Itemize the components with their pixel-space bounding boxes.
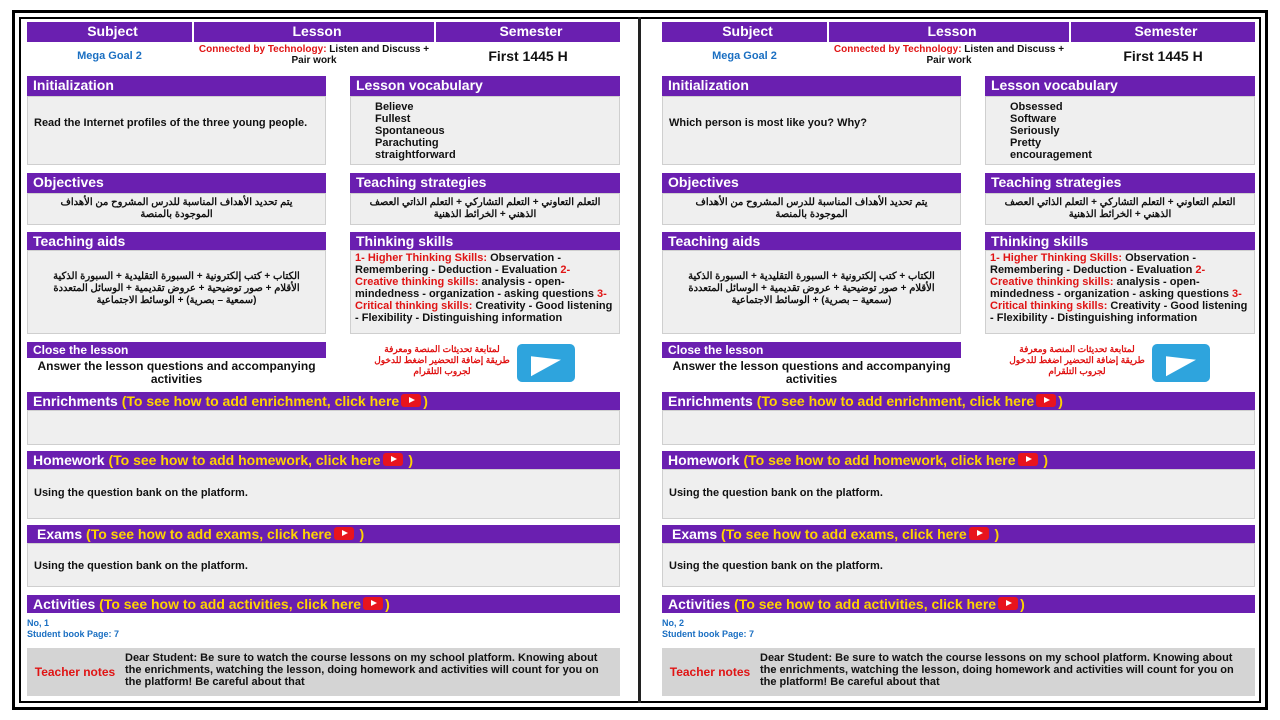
homework-header <box>662 451 1255 469</box>
panel-divider <box>638 17 641 703</box>
thinking-header: Thinking skills <box>985 232 1255 250</box>
initialization-box <box>27 96 326 165</box>
initialization-text: Which person is most like you? Why? <box>669 117 868 129</box>
strategies-box <box>350 193 620 225</box>
lesson-plan-panel-1 <box>27 22 620 700</box>
semester-value: First 1445 H <box>488 48 568 64</box>
higher-skills-label: 1- Higher Thinking Skills: <box>355 252 488 264</box>
enrichments-header <box>27 392 620 410</box>
exams-text: Using the question bank on the platform. <box>34 560 248 572</box>
creative-skills-text: analysis - open-mindedness - organization - asking questions <box>355 276 594 300</box>
teacher-notes-label: Teacher notes <box>34 665 116 679</box>
activity-number: No, 1 <box>27 618 50 628</box>
vocabulary-header: Lesson vocabulary <box>350 76 620 96</box>
youtube-icon[interactable] <box>998 597 1018 610</box>
telegram-icon[interactable] <box>1152 344 1210 382</box>
higher-skills-label: 1- Higher Thinking Skills: <box>990 252 1123 264</box>
subject-value: Mega Goal 2 <box>712 50 777 62</box>
creative-skills-text: analysis - open-mindedness - organization - asking questions <box>990 276 1229 300</box>
activity-number: No, 2 <box>662 618 685 628</box>
subject-value: Mega Goal 2 <box>77 50 142 62</box>
aids-text: الكتاب + كتب إلكترونية + السبورة التقليدية + السبورة الذكية الأقلام + صور توضيحية + عروض تقديمية + الوسائل المتعددة (سمعية – بصرية) + الوسائط الاجتماعية <box>53 271 300 306</box>
enrichments-box <box>662 410 1255 445</box>
lesson-value <box>829 44 1069 68</box>
youtube-icon[interactable] <box>1036 394 1056 407</box>
vocabulary-word: Obsessed <box>1010 101 1063 113</box>
vocabulary-word: Spontaneous <box>375 125 445 137</box>
semester-header: Semester <box>436 22 620 42</box>
vocabulary-word: Seriously <box>1010 125 1060 137</box>
activities-header <box>27 595 620 613</box>
enrichments-link-text[interactable]: (To see how to add enrichment, click here <box>756 393 1035 409</box>
vocabulary-word: encouragement <box>1010 149 1092 161</box>
critical-skills-text: Creativity - Good listening - Flexibility - Distinguishing information <box>355 300 613 324</box>
close-text: Answer the lesson questions and accompanying activities <box>672 359 951 386</box>
vocabulary-box <box>350 96 620 165</box>
exams-text: Using the question bank on the platform. <box>669 560 883 572</box>
activity-page: Student book Page: 7 <box>662 629 755 639</box>
exams-header <box>27 525 620 543</box>
homework-box <box>27 469 620 519</box>
initialization-header: Initialization <box>27 76 326 96</box>
objectives-box <box>662 193 961 225</box>
vocabulary-word: straightforward <box>375 149 456 161</box>
paren: ) <box>385 596 390 612</box>
activity-page: Student book Page: 7 <box>27 629 120 639</box>
semester-header: Semester <box>1071 22 1255 42</box>
close-header: Close the lesson <box>27 342 326 358</box>
objectives-header: Objectives <box>662 173 961 193</box>
exams-link[interactable] <box>721 526 999 542</box>
paren: ) <box>408 452 414 468</box>
activities-link-text[interactable]: (To see how to add activities, click here <box>99 596 362 612</box>
activities-label: Activities <box>668 596 731 612</box>
homework-link-text[interactable]: (To see how to add homework, click here <box>108 452 381 468</box>
youtube-icon[interactable] <box>401 394 421 407</box>
aids-header: Teaching aids <box>662 232 961 250</box>
critical-skills-label: 3- Critical thinking skills: <box>990 288 1242 312</box>
telegram-text[interactable]: لمتابعة تحديثات المنصة ومعرفة طريقة إضافة التحضير اضغط للدخول لجروب التلقرام <box>374 344 510 376</box>
telegram-text[interactable]: لمتابعة تحديثات المنصة ومعرفة طريقة إضافة التحضير اضغط للدخول لجروب التلقرام <box>1009 344 1145 376</box>
enrichments-box <box>27 410 620 445</box>
enrichments-link[interactable] <box>122 393 428 409</box>
strategies-header: Teaching strategies <box>350 173 620 193</box>
exams-link-text[interactable]: (To see how to add exams, click here <box>86 526 332 542</box>
paren: ) <box>1043 452 1049 468</box>
teacher-notes-text: Dear Student: Be sure to watch the course lessons on my school platform. Knowing about the enrichments, watching the lesson, doing homework and activities will count for you on the platform! Be careful about that <box>760 652 1234 688</box>
vocabulary-word: Fullest <box>375 113 411 125</box>
enrichments-header <box>662 392 1255 410</box>
lesson-title: Connected by Technology: <box>198 44 327 55</box>
objectives-header: Objectives <box>27 173 326 193</box>
thinking-box <box>350 250 620 334</box>
activities-link-text[interactable]: (To see how to add activities, click here <box>734 596 997 612</box>
lesson-rest: Listen and Discuss + Pair work <box>291 44 430 66</box>
thinking-header: Thinking skills <box>350 232 620 250</box>
enrichments-label: Enrichments <box>33 393 118 409</box>
lesson-header: Lesson <box>194 22 434 42</box>
vocabulary-header: Lesson vocabulary <box>985 76 1255 96</box>
youtube-icon[interactable] <box>334 527 354 540</box>
homework-text: Using the question bank on the platform. <box>34 487 248 499</box>
thinking-box <box>985 250 1255 334</box>
aids-header: Teaching aids <box>27 232 326 250</box>
homework-label: Homework <box>668 452 740 468</box>
lesson-plan-panel-2 <box>662 22 1255 700</box>
lesson-title: Connected by Technology: <box>833 44 962 55</box>
activities-info <box>662 618 962 642</box>
close-header: Close the lesson <box>662 342 961 358</box>
homework-link[interactable] <box>743 452 1048 468</box>
aids-box <box>27 250 326 334</box>
critical-skills-label: 3- Critical thinking skills: <box>355 288 607 312</box>
exams-link[interactable] <box>86 526 364 542</box>
exams-box <box>27 543 620 587</box>
paren: ) <box>1058 393 1063 409</box>
telegram-icon[interactable] <box>517 344 575 382</box>
creative-skills-label: 2- Creative thinking skills: <box>355 264 571 288</box>
lesson-header: Lesson <box>829 22 1069 42</box>
initialization-box <box>662 96 961 165</box>
objectives-box <box>27 193 326 225</box>
teacher-notes-text: Dear Student: Be sure to watch the course lessons on my school platform. Knowing about the enrichments, watching the lesson, doing homework and activities will count for you on the platform! Be careful about that <box>125 652 599 688</box>
homework-box <box>662 469 1255 519</box>
strategies-text: التعلم التعاوني + التعلم التشاركي + التعلم الذاتي العصف الذهني + الخرائط الذهنية <box>369 197 601 220</box>
teacher-notes-label: Teacher notes <box>669 665 751 679</box>
exams-label: Exams <box>672 526 718 542</box>
aids-box <box>662 250 961 334</box>
subject-header: Subject <box>662 22 827 42</box>
creative-skills-label: 2- Creative thinking skills: <box>990 264 1206 288</box>
strategies-header: Teaching strategies <box>985 173 1255 193</box>
homework-header <box>27 451 620 469</box>
thinking-text <box>355 252 615 324</box>
enrichments-label: Enrichments <box>668 393 753 409</box>
thinking-text <box>990 252 1250 324</box>
youtube-icon[interactable] <box>1018 453 1038 466</box>
activities-link[interactable] <box>734 596 1025 612</box>
objectives-text: يتم تحديد الأهداف المناسبة للدرس المشروح من الأهداف الموجودة بالمنصة <box>60 197 293 220</box>
activities-label: Activities <box>33 596 96 612</box>
objectives-text: يتم تحديد الأهداف المناسبة للدرس المشروح من الأهداف الموجودة بالمنصة <box>695 197 928 220</box>
exams-header <box>662 525 1255 543</box>
vocabulary-box <box>985 96 1255 165</box>
youtube-icon[interactable] <box>969 527 989 540</box>
vocabulary-word: Parachuting <box>375 137 439 149</box>
exams-box <box>662 543 1255 587</box>
strategies-box <box>985 193 1255 225</box>
initialization-header: Initialization <box>662 76 961 96</box>
activities-info <box>27 618 327 642</box>
homework-text: Using the question bank on the platform. <box>669 487 883 499</box>
homework-link[interactable] <box>108 452 413 468</box>
subject-header: Subject <box>27 22 192 42</box>
youtube-icon[interactable] <box>383 453 403 466</box>
lesson-rest: Listen and Discuss + Pair work <box>926 44 1065 66</box>
activities-header <box>662 595 1255 613</box>
vocabulary-word: Software <box>1010 113 1057 125</box>
enrichments-link[interactable] <box>757 393 1063 409</box>
higher-skills-text: Observation - Remembering - Deduction - Evaluation <box>990 252 1196 276</box>
vocabulary-word: Pretty <box>1010 137 1042 149</box>
strategies-text: التعلم التعاوني + التعلم التشاركي + التعلم الذاتي العصف الذهني + الخرائط الذهنية <box>1004 197 1236 220</box>
enrichments-link-text[interactable]: (To see how to add enrichment, click here <box>121 393 400 409</box>
exams-link-text[interactable]: (To see how to add exams, click here <box>721 526 967 542</box>
homework-link-text[interactable]: (To see how to add homework, click here <box>743 452 1016 468</box>
youtube-icon[interactable] <box>363 597 383 610</box>
activities-link[interactable] <box>99 596 390 612</box>
critical-skills-text: Creativity - Good listening - Flexibility - Distinguishing information <box>990 300 1248 324</box>
aids-text: الكتاب + كتب إلكترونية + السبورة التقليدية + السبورة الذكية الأقلام + صور توضيحية + عروض تقديمية + الوسائل المتعددة (سمعية – بصرية) + الوسائط الاجتماعية <box>688 271 935 306</box>
paren: ) <box>359 526 365 542</box>
vocabulary-list <box>1010 101 1254 161</box>
vocabulary-list <box>375 101 619 161</box>
semester-value: First 1445 H <box>1123 48 1203 64</box>
initialization-text: Read the Internet profiles of the three young people. <box>34 117 308 129</box>
vocabulary-word: Believe <box>375 101 414 113</box>
exams-label: Exams <box>37 526 83 542</box>
homework-label: Homework <box>33 452 105 468</box>
lesson-value <box>194 44 434 68</box>
higher-skills-text: Observation - Remembering - Deduction - Evaluation <box>355 252 561 276</box>
close-text: Answer the lesson questions and accompanying activities <box>37 359 316 386</box>
paren: ) <box>1020 596 1025 612</box>
paren: ) <box>423 393 428 409</box>
paren: ) <box>994 526 1000 542</box>
